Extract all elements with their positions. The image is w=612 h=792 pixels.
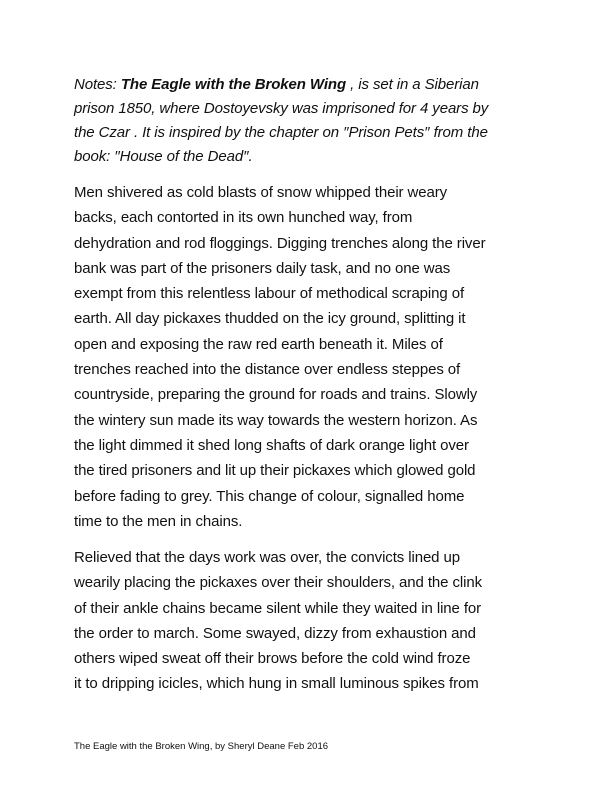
body-line: the tired prisoners and lit up their pickaxes which glowed gold <box>74 462 476 480</box>
body-paragraph-2 <box>74 545 482 697</box>
notes-line-rest: , is set in a Siberian <box>346 76 479 93</box>
body-line: open and exposing the raw red earth beneath it. Miles of <box>74 335 443 353</box>
notes-prefix: Notes: <box>74 76 121 93</box>
body-line: the wintery sun made its way towards the western horizon. As <box>74 411 478 429</box>
page-footer: The Eagle with the Broken Wing, by Sheryl Deane Feb 2016 <box>74 741 329 752</box>
body-line: trenches reached into the distance over endless steppes of <box>74 361 461 379</box>
body-line: backs, each contorted in its own hunched way, from <box>74 209 413 227</box>
body-line: earth. All day pickaxes thudded on the icy ground, splitting it <box>74 310 466 328</box>
body-line: Relieved that the days work was over, the convicts lined up <box>74 549 460 566</box>
notes-paragraph <box>74 73 488 169</box>
body-line: bank was part of the prisoners daily task, and no one was <box>74 259 451 277</box>
story-title: The Eagle with the Broken Wing <box>120 76 347 93</box>
body-paragraph-1 <box>74 180 485 534</box>
body-line: exempt from this relentless labour of methodical scraping of <box>74 285 465 303</box>
body-line: countryside, preparing the ground for roads and trains. Slowly <box>74 386 478 404</box>
body-line: wearily placing the pickaxes over their shoulders, and the clink <box>74 574 482 592</box>
body-line: of their ankle chains became silent while they waited in line for <box>74 599 482 617</box>
notes-line: book: ′′House of the Dead′′. <box>74 148 253 165</box>
body-line: the light dimmed it shed long shafts of dark orange light over <box>74 436 469 454</box>
body-line: before fading to grey. This change of colour, signalled home <box>74 487 465 505</box>
notes-line: the Czar . It is inspired by the chapter on ′′Prison Pets′′ from the <box>74 124 488 141</box>
notes-line <box>74 73 488 97</box>
notes-line: prison 1850, where Dostoyevsky was imprisoned for 4 years by <box>74 100 489 117</box>
body-line: time to the men in chains. <box>74 512 243 530</box>
body-line: the order to march. Some swayed, dizzy from exhaustion and <box>74 624 476 642</box>
body-line: dehydration and rod floggings. Digging trenches along the river <box>74 234 486 252</box>
body-line: it to dripping icicles, which hung in small luminous spikes from <box>74 675 479 693</box>
body-line: Men shivered as cold blasts of snow whipped their weary <box>74 184 448 201</box>
body-line: others wiped sweat off their brows before the cold wind froze <box>74 650 471 668</box>
